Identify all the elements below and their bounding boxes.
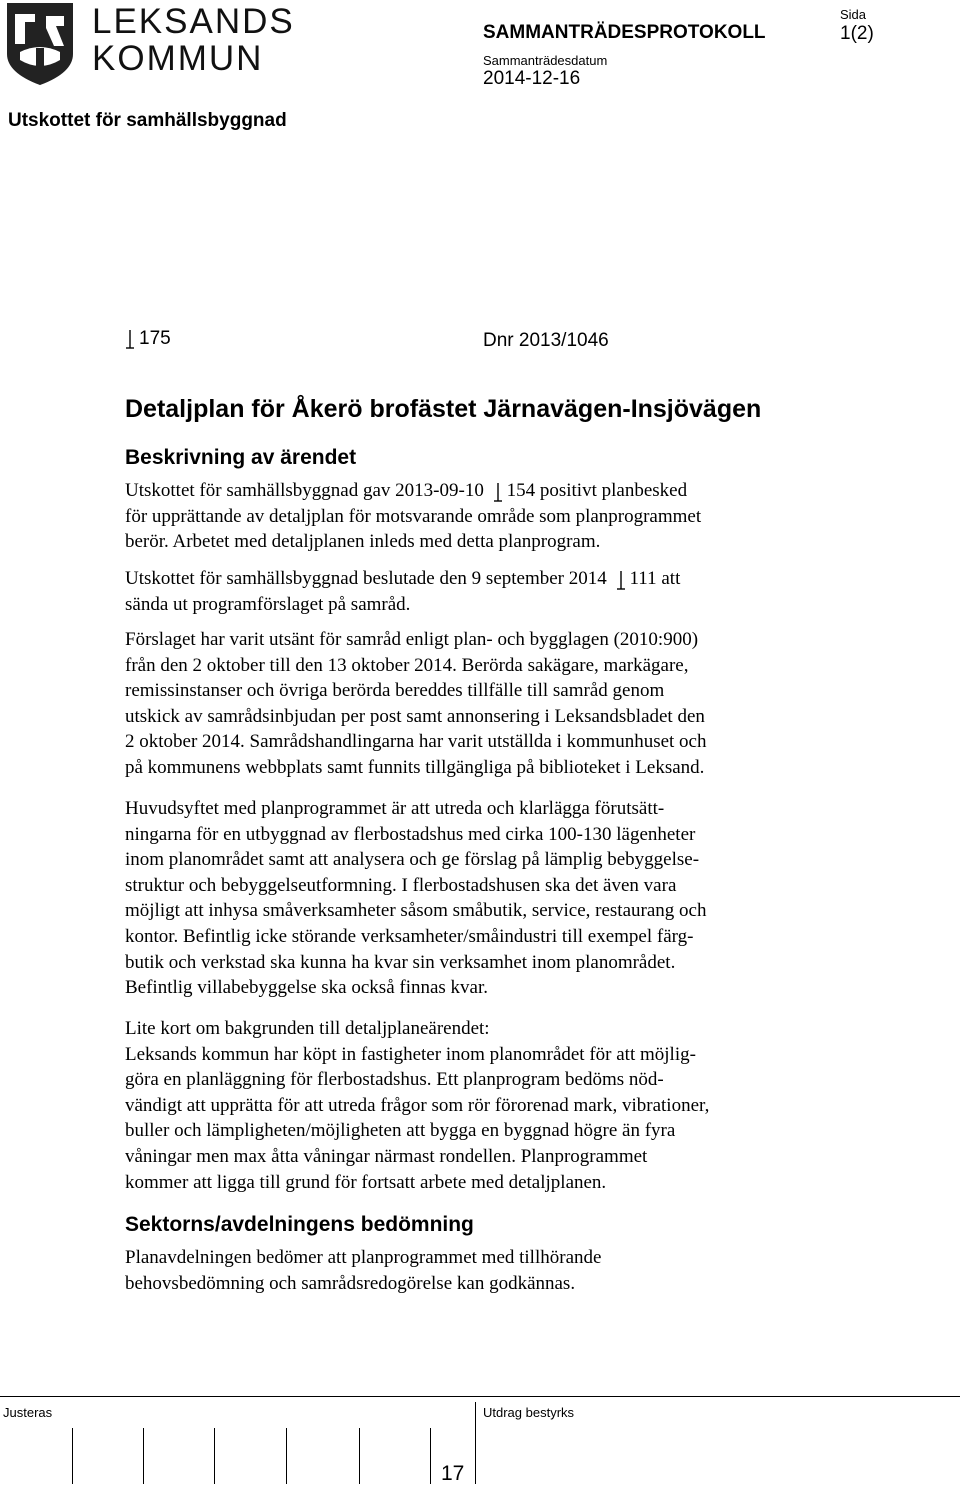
page-number: 17 bbox=[441, 1462, 465, 1485]
paragraph-line: Lite kort om bakgrunden till detaljplaneärendet: bbox=[125, 1018, 490, 1039]
paragraph-line: våningar men max åtta våningar närmast rondellen. Planprogrammet bbox=[125, 1145, 648, 1167]
paragraph-line: remissinstanser och övriga berörda bereddes tillfälle till samråd genom bbox=[125, 680, 665, 702]
paragraph-line: butik och verkstad ska kunna ha kvar sin verksamhet inom planområdet. bbox=[125, 951, 676, 973]
committee-name: Utskottet för samhällsbyggnad bbox=[8, 110, 287, 131]
paragraph-line: behovsbedömning och samrådsredogörelse kan godkännas. bbox=[125, 1272, 576, 1294]
signature-divider bbox=[286, 1428, 287, 1484]
paragraph-line: kommer att ligga till grund för fortsatt arbete med detaljplanen. bbox=[125, 1171, 607, 1193]
paragraph-line bbox=[125, 566, 825, 592]
page-label: Sida bbox=[840, 7, 867, 22]
text-fragment: Utskottet för samhällsbyggnad beslutade den 9 september 2014 bbox=[125, 568, 607, 589]
paragraph-line: utskick av samrådsinbjudan per post samt annonsering i Leksandsbladet den bbox=[125, 705, 705, 727]
page-title: Detaljplan för Åkerö brofästet Järnavägen-Insjövägen bbox=[125, 395, 762, 423]
paragraph-line: berör. Arbetet med detaljplanen inleds med detta planprogram. bbox=[125, 531, 601, 553]
leksand-shield-logo-icon bbox=[6, 2, 74, 86]
text-fragment: 154 positivt planbesked bbox=[506, 480, 688, 501]
logo-line-1: LEKSANDS bbox=[92, 2, 295, 41]
signature-divider bbox=[143, 1428, 144, 1484]
paragraph-line: Planavdelningen bedömer att planprogrammet med tillhörande bbox=[125, 1247, 602, 1268]
paragraph-2 bbox=[125, 566, 825, 617]
justeras-label: Justeras bbox=[3, 1405, 53, 1420]
paragraph-line: Leksands kommun har köpt in fastigheter inom planområdet för att möjlig- bbox=[125, 1043, 696, 1065]
paragraph-line: buller och lämpligheten/möjligheten att bygga en byggnad högre än fyra bbox=[125, 1120, 676, 1142]
paragraph-line: Befintlig villabebyggelse ska också finnas kvar. bbox=[125, 977, 489, 999]
paragraph-line: ningarna för en utbyggnad av flerbostadshus med cirka 100-130 lägenheter bbox=[125, 823, 696, 845]
meeting-date: 2014-12-16 bbox=[483, 68, 581, 89]
page-count: 1(2) bbox=[840, 23, 874, 44]
paragraph-mark-icon bbox=[125, 329, 135, 349]
paragraph-line: 2 oktober 2014. Samrådshandlingarna har varit utställda i kommunhuset och bbox=[125, 731, 707, 753]
paragraph-line: för upprättande av detaljplan för motsvarande område som planprogrammet bbox=[125, 505, 702, 527]
text-fragment: 111 att bbox=[629, 568, 681, 589]
document-type: SAMMANTRÄDESPROTOKOLL bbox=[483, 22, 766, 43]
meeting-date-label: Sammanträdesdatum bbox=[483, 53, 608, 68]
paragraph-line: vändigt att upprätta för att utreda frågor som rör förorenad mark, vibrationer, bbox=[125, 1094, 710, 1116]
paragraph-4 bbox=[125, 796, 825, 1001]
heading-assessment: Sektorns/avdelningens bedömning bbox=[125, 1213, 474, 1236]
case-number: Dnr 2013/1046 bbox=[483, 330, 609, 351]
paragraph-line: på kommunens webbplats samt funnits tillgängliga på biblioteket i Leksand. bbox=[125, 756, 705, 778]
extract-certified-label: Utdrag bestyrks bbox=[483, 1405, 575, 1420]
municipality-logo-text bbox=[92, 3, 295, 77]
paragraph-line: inom planområdet samt att analysera och ge förslag på lämplig bebyggelse- bbox=[125, 849, 700, 871]
logo-line-2: KOMMUN bbox=[92, 39, 264, 78]
signature-divider bbox=[430, 1428, 431, 1484]
signature-divider bbox=[359, 1428, 360, 1484]
paragraph-line: möjligt att inhysa småverksamheter såsom småbutik, service, restaurang och bbox=[125, 900, 707, 922]
paragraph-6 bbox=[125, 1245, 825, 1296]
signature-divider bbox=[72, 1428, 73, 1484]
text-fragment: Utskottet för samhällsbyggnad gav 2013-09-10 bbox=[125, 480, 484, 501]
paragraph-line: struktur och bebyggelseutformning. I flerbostadshusen ska det även vara bbox=[125, 874, 677, 896]
paragraph-line: göra en planläggning för flerbostadshus. Ett planprogram bedöms nöd- bbox=[125, 1069, 664, 1091]
section-number-line bbox=[125, 328, 171, 350]
paragraph-line: Förslaget har varit utsänt för samråd enligt plan- och bygglagen (2010:900) bbox=[125, 629, 699, 650]
heading-description: Beskrivning av ärendet bbox=[125, 446, 357, 469]
paragraph-mark-icon bbox=[616, 570, 626, 590]
section-number: 175 bbox=[139, 328, 171, 349]
paragraph-5 bbox=[125, 1016, 825, 1195]
signature-divider bbox=[214, 1428, 215, 1484]
paragraph-line: sända ut programförslaget på samråd. bbox=[125, 593, 411, 615]
paragraph-line: från den 2 oktober till den 13 oktober 2014. Berörda sakägare, markägare, bbox=[125, 654, 689, 676]
paragraph-line: kontor. Befintlig icke störande verksamheter/småindustri till exempel färg- bbox=[125, 925, 694, 947]
paragraph-3 bbox=[125, 627, 825, 781]
footer-divider bbox=[0, 1396, 960, 1397]
paragraph-line bbox=[125, 478, 825, 504]
paragraph-1 bbox=[125, 478, 825, 555]
paragraph-mark-icon bbox=[493, 482, 503, 502]
paragraph-line: Huvudsyftet med planprogrammet är att utreda och klarlägga förutsätt- bbox=[125, 798, 665, 819]
